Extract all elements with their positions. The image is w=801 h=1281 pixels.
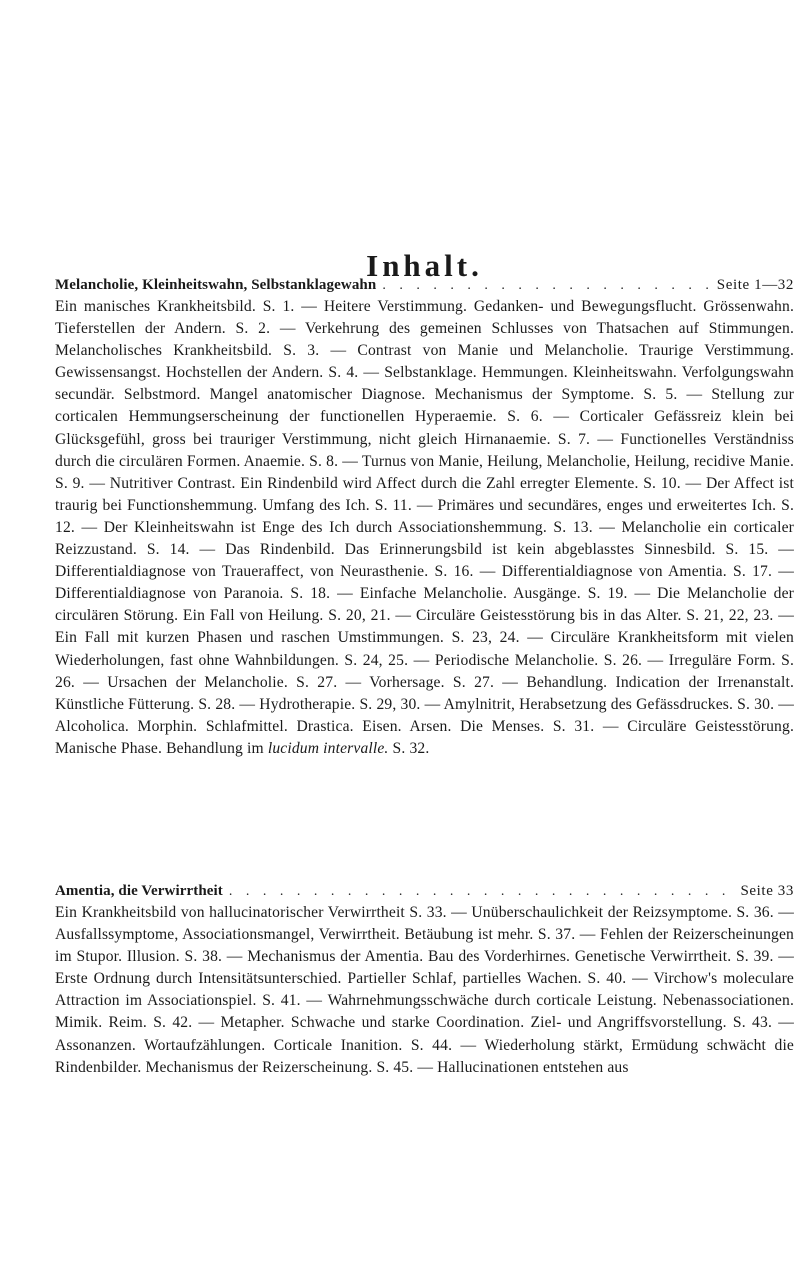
dot-leader xyxy=(229,881,735,903)
toc-section-amentia xyxy=(55,880,794,1079)
section-heading: Melancholie, Kleinheitswahn, Selbstanklagewahn xyxy=(55,277,377,293)
section-summary xyxy=(55,902,794,1079)
summary-text: Ein manisches Krankheitsbild. S. 1. — Heitere Verstimmung. Gedanken- und Bewegungsflucht. Grössenwahn. Tieferstellen der Andern. S. 2. — Verkehrung des gemeinen Schlusses von Thatsachen auf Stimmungen. Melancholisches Krankheitsbild. S. 3. — Contrast von Manie und Melancholie. Traurige Verstimmung. Gewissensangst. Hochstellen der Andern. S. 4. — Selbstanklage. Hemmungen. Kleinheitswahn. Verfolgungswahn secundär. Selbstmord. Mangel anatomischer Diagnose. Mechanismus der Symptome. S. 5. — Stellung zur corticalen Hemmungserscheinung der functionellen Hyperaemie. S. 6. — Corticaler Gefässreiz klein bei Glücksgefühl, gross bei trauriger Verstimmung, nicht gleich Hirnanaemie. S. 7. — Functionelles Verständniss durch die circulären Formen. Anaemie. S. 8. — Turnus von Manie, Heilung, Melancholie, Heilung, recidive Manie. S. 9. — Nutritiver Contrast. Ein Rindenbild wird Affect durch die Zahl erregter Elemente. S. 10. — Der Affect ist traurig bei Functionshemmung. Umfang des Ich. S. 11. — Primäres und secundäres, enges und erweitertes Ich. S. 12. — Der Kleinheitswahn ist Enge des Ich durch Associationshemmung. S. 13. — Melancholie ein corticaler Reizzustand. S. 14. — Das Rindenbild. Das Erinnerungsbild ist kein abgeblasstes Sinnesbild. S. 15. — Differentialdiagnose von Traueraffect, von Neurasthenie. S. 16. — Differentialdiagnose von Amentia. S. 17. — Differentialdiagnose von Paranoia. S. 18. — Einfache Melancholie. Ausgänge. S. 19. — Die Melancholie der circulären Störung. Ein Fall von Heilung. S. 20, 21. — Circuläre Geistesstörung bis in das Alter. S. 21, 22, 23. — Ein Fall mit kurzen Phasen und raschen Umstimmungen. S. 23, 24. — Circuläre Krankheitsform mit vielen Wiederholungen, fast ohne Wahnbildungen. S. 24, 25. — Periodische Melancholie. S. 26. — Irreguläre Form. S. 26. — Ursachen der Melancholie. S. 27. — Vorhersage. S. 27. — Behandlung. Indication der Irrenanstalt. Künstliche Fütterung. S. 28. — Hydrotherapie. S. 29, 30. — Amylnitrit, Herabsetzung des Gefässdruckes. S. 30. — Alcoholica. Morphin. Schlafmittel. Drastica. Eisen. Arsen. Die Menses. S. 31. — Circuläre Geistesstörung. Manische Phase. Behandlung im xyxy=(55,298,794,757)
summary-italic-phrase: lucidum intervalle. xyxy=(267,739,389,757)
page-title: Inhalt. xyxy=(366,247,483,283)
section-summary xyxy=(55,296,794,760)
section-heading: Amentia, die Verwirrtheit xyxy=(55,883,223,899)
toc-heading-line xyxy=(55,274,794,296)
page-reference: Seite 33 xyxy=(740,883,794,899)
summary-tail: S. 32. xyxy=(388,739,430,757)
summary-text: Ein Krankheitsbild von hallucinatorischer Verwirrtheit S. 33. — Unüberschaulichkeit der Reizsymptome. S. 36. — Ausfallssymptome, Associationsmangel, Verwirrtheit. Betäubung ist mehr. S. 37. — Fehlen der Reizerscheinungen im Stupor. Illusion. S. 38. — Mechanismus der Amentia. Bau des Vorderhirnes. Genetische Verwirrtheit. S. 39. — Erste Ordnung durch Intensitätsunterschied. Partieller Schlaf, partielles Wachen. S. 40. — Virchow's moleculare Attraction im Associationspiel. S. 41. — Wahrnehmungsschwäche durch corticale Leistung. Nebenassociationen. Mimik. Reim. S. 42. — Metapher. Schwache und starke Coordination. Ziel- und Angriffsvorstellung. S. 43. — Assonanzen. Wortaufzählungen. Corticale Inanition. S. 44. — Wiederholung stärkt, Ermüdung schwächt die Rindenbilder. Mechanismus der Reizerscheinung. S. 45. — Hallucinationen entstehen aus xyxy=(55,904,794,1076)
page-reference: Seite 1—32 xyxy=(716,277,794,293)
dot-leader xyxy=(382,275,710,297)
toc-section-melancholie xyxy=(55,274,794,760)
toc-heading-line xyxy=(55,880,794,902)
